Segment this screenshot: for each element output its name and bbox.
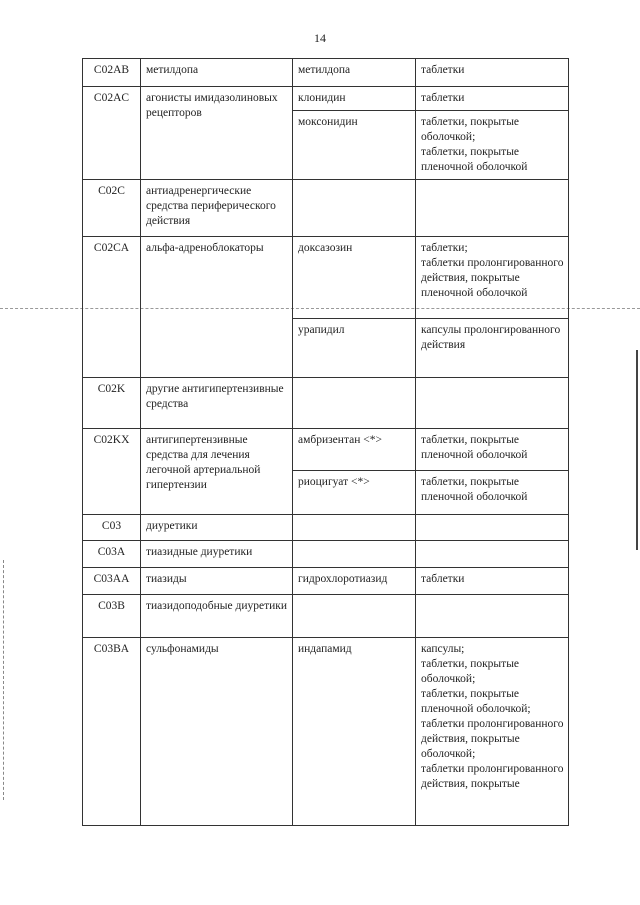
drug-name: амбризентан <*> <box>293 429 416 471</box>
scan-edge-mark <box>636 350 638 550</box>
dosage-form: капсулы пролонгированного действия <box>416 319 569 378</box>
table-row <box>83 180 569 237</box>
drug-name: моксонидин <box>293 111 416 180</box>
scan-edge-mark-left <box>3 560 5 800</box>
atc-code: C03A <box>83 541 141 568</box>
atc-code: C02KX <box>83 429 141 515</box>
dosage-form: таблетки, покрытые оболочкой; таблетки, покрытые пленочной оболочкой <box>416 111 569 180</box>
table-row <box>83 595 569 638</box>
dosage-form: таблетки, покрытые пленочной оболочкой <box>416 471 569 515</box>
table-row <box>83 568 569 595</box>
drug-name: урапидил <box>293 319 416 378</box>
drug-name <box>293 541 416 568</box>
drug-name: гидрохлоротиазид <box>293 568 416 595</box>
table-row <box>83 515 569 541</box>
page-number: 14 <box>314 31 326 45</box>
table-row <box>83 638 569 826</box>
dosage-form <box>416 378 569 429</box>
dosage-form: таблетки <box>416 568 569 595</box>
table-row <box>83 87 569 111</box>
table-row <box>83 378 569 429</box>
atc-code: C02CA <box>83 237 141 378</box>
pharmacological-group: тиазидоподобные диуретики <box>141 595 293 638</box>
atc-code: C02AC <box>83 87 141 180</box>
pharmacological-group: диуретики <box>141 515 293 541</box>
medication-table <box>82 58 569 826</box>
pharmacological-group: антигипертензивные средства для лечения легочной артериальной гипертензии <box>141 429 293 515</box>
atc-code: C03B <box>83 595 141 638</box>
pharmacological-group: антиадренергические средства периферического действия <box>141 180 293 237</box>
dosage-form: таблетки, покрытые пленочной оболочкой <box>416 429 569 471</box>
pharmacological-group: тиазиды <box>141 568 293 595</box>
atc-code: C02K <box>83 378 141 429</box>
drug-name: индапамид <box>293 638 416 826</box>
dosage-form: таблетки <box>416 87 569 111</box>
pharmacological-group: альфа-адреноблокаторы <box>141 237 293 378</box>
dosage-form: капсулы; таблетки, покрытые оболочкой; таблетки, покрытые пленочной оболочкой; таблетки пролонгированного действия, покрытые оболочкой; таблетки пролонгированного действия, покрытые <box>416 638 569 826</box>
atc-code: C03 <box>83 515 141 541</box>
drug-name <box>293 180 416 237</box>
drug-name <box>293 595 416 638</box>
table-row <box>83 541 569 568</box>
atc-code: C03AA <box>83 568 141 595</box>
dosage-form: таблетки; таблетки пролонгированного действия, покрытые пленочной оболочкой <box>416 237 569 319</box>
dosage-form <box>416 180 569 237</box>
pharmacological-group: агонисты имидазолиновых рецепторов <box>141 87 293 180</box>
dosage-form: таблетки <box>416 59 569 87</box>
table-row <box>83 237 569 319</box>
dosage-form <box>416 515 569 541</box>
drug-name: риоцигуат <*> <box>293 471 416 515</box>
drug-name <box>293 378 416 429</box>
drug-name: доксазозин <box>293 237 416 319</box>
pharmacological-group: метилдопа <box>141 59 293 87</box>
pharmacological-group: сульфонамиды <box>141 638 293 826</box>
table-row <box>83 59 569 87</box>
drug-name: метилдопа <box>293 59 416 87</box>
table-row <box>83 429 569 471</box>
dosage-form <box>416 541 569 568</box>
drug-name: клонидин <box>293 87 416 111</box>
pharmacological-group: тиазидные диуретики <box>141 541 293 568</box>
pharmacological-group: другие антигипертензивные средства <box>141 378 293 429</box>
drug-name <box>293 515 416 541</box>
atc-code: C02AB <box>83 59 141 87</box>
atc-code: C03BA <box>83 638 141 826</box>
atc-code: C02C <box>83 180 141 237</box>
dosage-form <box>416 595 569 638</box>
